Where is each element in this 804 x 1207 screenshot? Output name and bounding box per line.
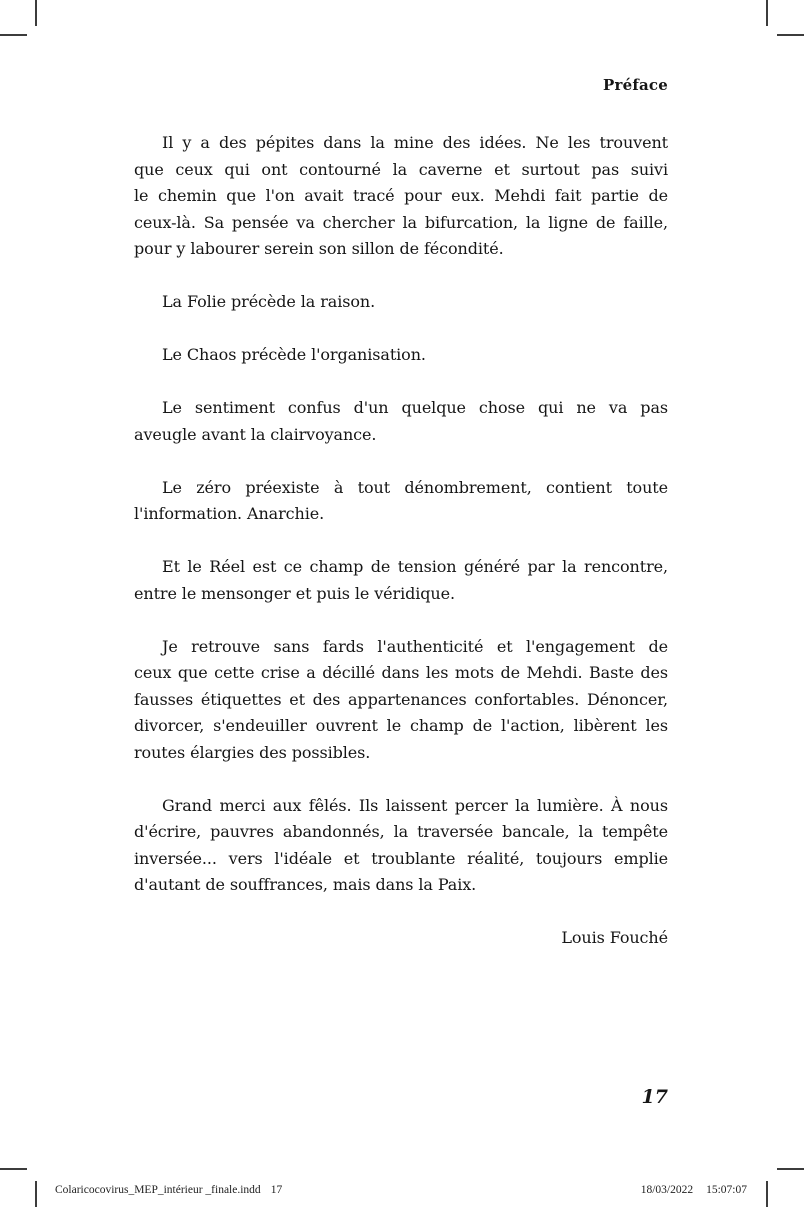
footer-sheet-number: 17 bbox=[270, 1184, 283, 1196]
body-paragraph bbox=[134, 634, 668, 767]
crop-mark-top-right-vertical bbox=[766, 0, 768, 26]
crop-mark-bottom-left-horizontal bbox=[0, 1168, 27, 1170]
paragraph-line: divorcer, s'endeuiller ouvrent le champ de l'action, libèrent les bbox=[134, 716, 668, 735]
body-paragraph bbox=[134, 475, 668, 528]
body-paragraph bbox=[134, 130, 668, 263]
page-number: 17 bbox=[641, 1086, 668, 1108]
crop-mark-bottom-left-vertical bbox=[35, 1181, 37, 1207]
body-paragraph bbox=[134, 395, 668, 448]
paragraph-line: Le Chaos précède l'organisation. bbox=[162, 345, 426, 364]
crop-mark-top-left-horizontal bbox=[0, 34, 27, 36]
paragraph-line: Il y a des pépites dans la mine des idées. Ne les trouvent bbox=[162, 133, 668, 152]
body-paragraph bbox=[134, 289, 668, 316]
running-head: Préface bbox=[603, 76, 668, 94]
paragraph-line: ceux que cette crise a décillé dans les mots de Mehdi. Baste des bbox=[134, 663, 668, 682]
crop-mark-top-left-vertical bbox=[35, 0, 37, 26]
footer-date: 18/03/2022 bbox=[640, 1184, 694, 1196]
crop-mark-top-right-horizontal bbox=[777, 34, 804, 36]
paragraph-line: d'autant de souffrances, mais dans la Paix. bbox=[134, 875, 477, 894]
paragraph-line: pour y labourer serein son sillon de fécondité. bbox=[134, 239, 504, 258]
paragraph-line: l'information. Anarchie. bbox=[134, 504, 325, 523]
paragraph-line: aveugle avant la clairvoyance. bbox=[134, 424, 377, 444]
signature: Louis Fouché bbox=[561, 928, 668, 947]
paragraph-line: La Folie précède la raison. bbox=[162, 292, 376, 311]
paragraph-line: Le sentiment confus d'un quelque chose qui ne va pas bbox=[162, 398, 668, 417]
paragraph-line: le chemin que l'on avait tracé pour eux. Mehdi fait partie de bbox=[134, 186, 668, 205]
body-paragraph bbox=[134, 554, 668, 607]
paragraph-line: entre le mensonger et puis le véridique. bbox=[134, 583, 455, 603]
paragraph-line: d'écrire, pauvres abandonnés, la traversée bancale, la tempête bbox=[134, 822, 668, 841]
body-text bbox=[134, 130, 668, 952]
paragraphs-container bbox=[134, 130, 668, 899]
crop-mark-bottom-right-horizontal bbox=[777, 1168, 804, 1170]
footer-datetime bbox=[641, 1184, 747, 1196]
body-paragraph bbox=[134, 793, 668, 899]
paragraph-line: Je retrouve sans fards l'authenticité et l'engagement de bbox=[162, 636, 668, 656]
paragraph-line: fausses étiquettes et des appartenances confortables. Dénoncer, bbox=[134, 689, 668, 709]
crop-mark-bottom-right-vertical bbox=[766, 1181, 768, 1207]
paragraph-line: inversée... vers l'idéale et troublante réalité, toujours emplie bbox=[134, 848, 668, 868]
footer-time: 15:07:07 bbox=[706, 1184, 747, 1196]
body-paragraph bbox=[134, 342, 668, 369]
paragraph-line: ceux-là. Sa pensée va chercher la bifurcation, la ligne de faille, bbox=[134, 212, 668, 232]
footer-file-info bbox=[55, 1184, 282, 1196]
paragraph-line: Le zéro préexiste à tout dénombrement, contient toute bbox=[162, 477, 668, 497]
footer-filename: Colaricocovirus_MEP_intérieur _finale.indd bbox=[55, 1184, 261, 1196]
paragraph-line: routes élargies des possibles. bbox=[134, 742, 371, 762]
paragraph-line: Et le Réel est ce champ de tension généré par la rencontre, bbox=[162, 557, 668, 576]
paragraph-line: Grand merci aux fêlés. Ils laissent percer la lumière. À nous bbox=[162, 795, 668, 815]
paragraph-line: que ceux qui ont contourné la caverne et surtout pas suivi bbox=[134, 159, 668, 179]
